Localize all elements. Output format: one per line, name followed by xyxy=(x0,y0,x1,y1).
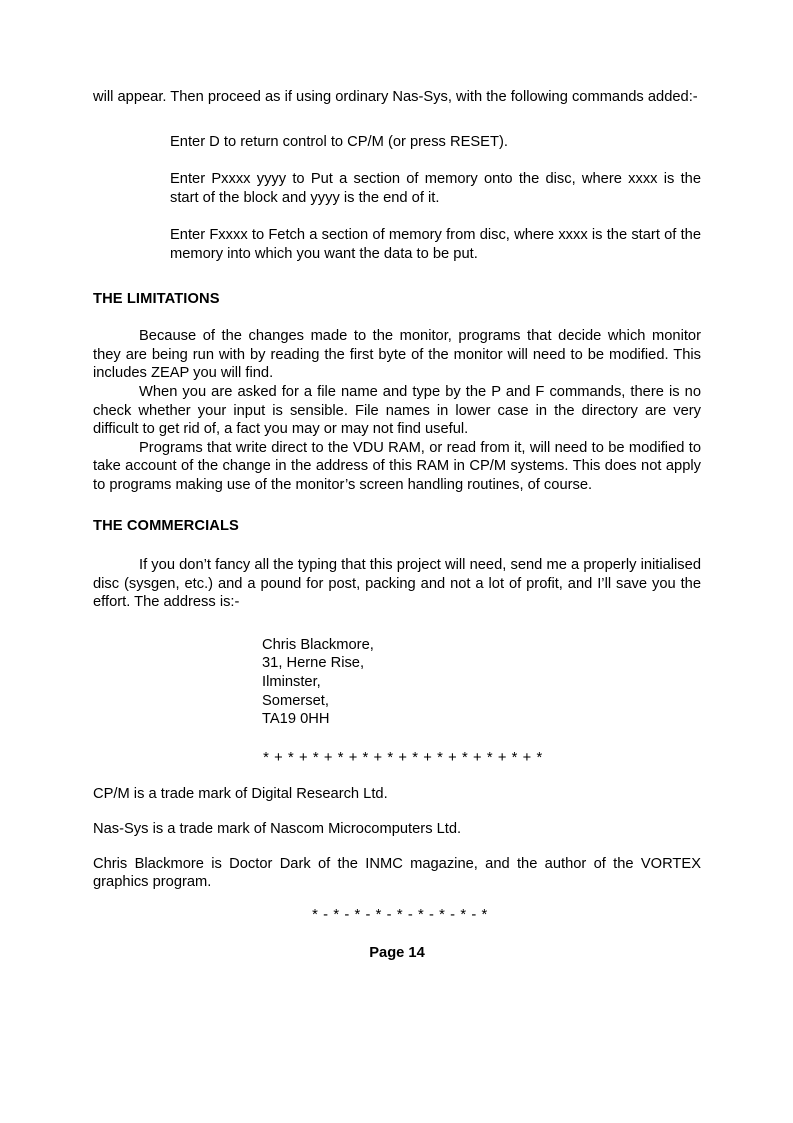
separator-top: * + * + * + * + * + * + * + * + * + * + * + * xyxy=(263,749,543,766)
address-line-street: 31, Herne Rise, xyxy=(262,655,365,672)
address-line-county: Somerset, xyxy=(262,692,329,709)
spacer xyxy=(93,308,701,327)
spacer xyxy=(93,612,701,636)
intro-paragraph: will appear. Then proceed as if using ordinary Nas-Sys, with the following commands added:- xyxy=(93,89,698,105)
page-content xyxy=(93,88,701,963)
spacer xyxy=(93,535,701,556)
spacer xyxy=(93,924,701,944)
spacer xyxy=(170,151,701,170)
page-number: Page 14 xyxy=(369,945,425,962)
spacer xyxy=(93,839,701,855)
notice-author: Chris Blackmore is Doctor Dark of the INMC magazine, and the author of the VORTEX graphics program. xyxy=(93,855,701,891)
address-line-postcode: TA19 0HH xyxy=(262,711,330,728)
limitations-paragraph-2: When you are asked for a file name and type by the P and F commands, there is no check whether your input is sensible. File names in lower case in the directory are very difficult to get rid of, a fact you may or may not find useful. xyxy=(93,383,701,438)
heading-the-commercials: THE COMMERCIALS xyxy=(93,517,239,534)
spacer xyxy=(170,207,701,226)
command-list xyxy=(170,133,701,264)
separator-bottom: * - * - * - * - * - * - * - * - * xyxy=(312,906,488,923)
spacer xyxy=(93,264,701,290)
notice-nassys: Nas-Sys is a trade mark of Nascom Microcomputers Ltd. xyxy=(93,821,462,838)
address-block xyxy=(262,636,701,729)
address-line-town: Ilminster, xyxy=(262,674,321,691)
spacer xyxy=(93,892,701,906)
spacer xyxy=(93,804,701,820)
address-line-name: Chris Blackmore, xyxy=(262,636,374,653)
command-item-d: Enter D to return control to CP/M (or press RESET). xyxy=(170,133,508,150)
limitations-paragraph-1: Because of the changes made to the monitor, programs that decide which monitor they are being run with by reading the first byte of the monitor will need to be modified. This includes ZEAP you will find. xyxy=(93,328,701,382)
command-item-f: Enter Fxxxx to Fetch a section of memory from disc, where xxxx is the start of the memory into which you want the data to be put. xyxy=(170,227,701,262)
commercials-paragraph: If you don’t fancy all the typing that this project will need, send me a properly initialised disc (sysgen, etc.) and a pound for post, packing and not a lot of profit, and I’ll save you the effort. The address is:- xyxy=(93,557,701,611)
spacer xyxy=(93,495,701,517)
heading-the-limitations: THE LIMITATIONS xyxy=(93,290,220,307)
spacer xyxy=(93,107,701,133)
spacer xyxy=(93,767,701,785)
limitations-paragraph-3: Programs that write direct to the VDU RAM, or read from it, will need to be modified to take account of the change in the address of this RAM in CP/M systems. This does not apply to programs making use of the monitor’s screen handling routines, of course. xyxy=(93,439,701,493)
command-item-p: Enter Pxxxx yyyy to Put a section of memory onto the disc, where xxxx is the start of the block and yyyy is the end of it. xyxy=(170,171,701,206)
notice-cpm: CP/M is a trade mark of Digital Research Ltd. xyxy=(93,786,388,803)
spacer xyxy=(93,729,701,749)
